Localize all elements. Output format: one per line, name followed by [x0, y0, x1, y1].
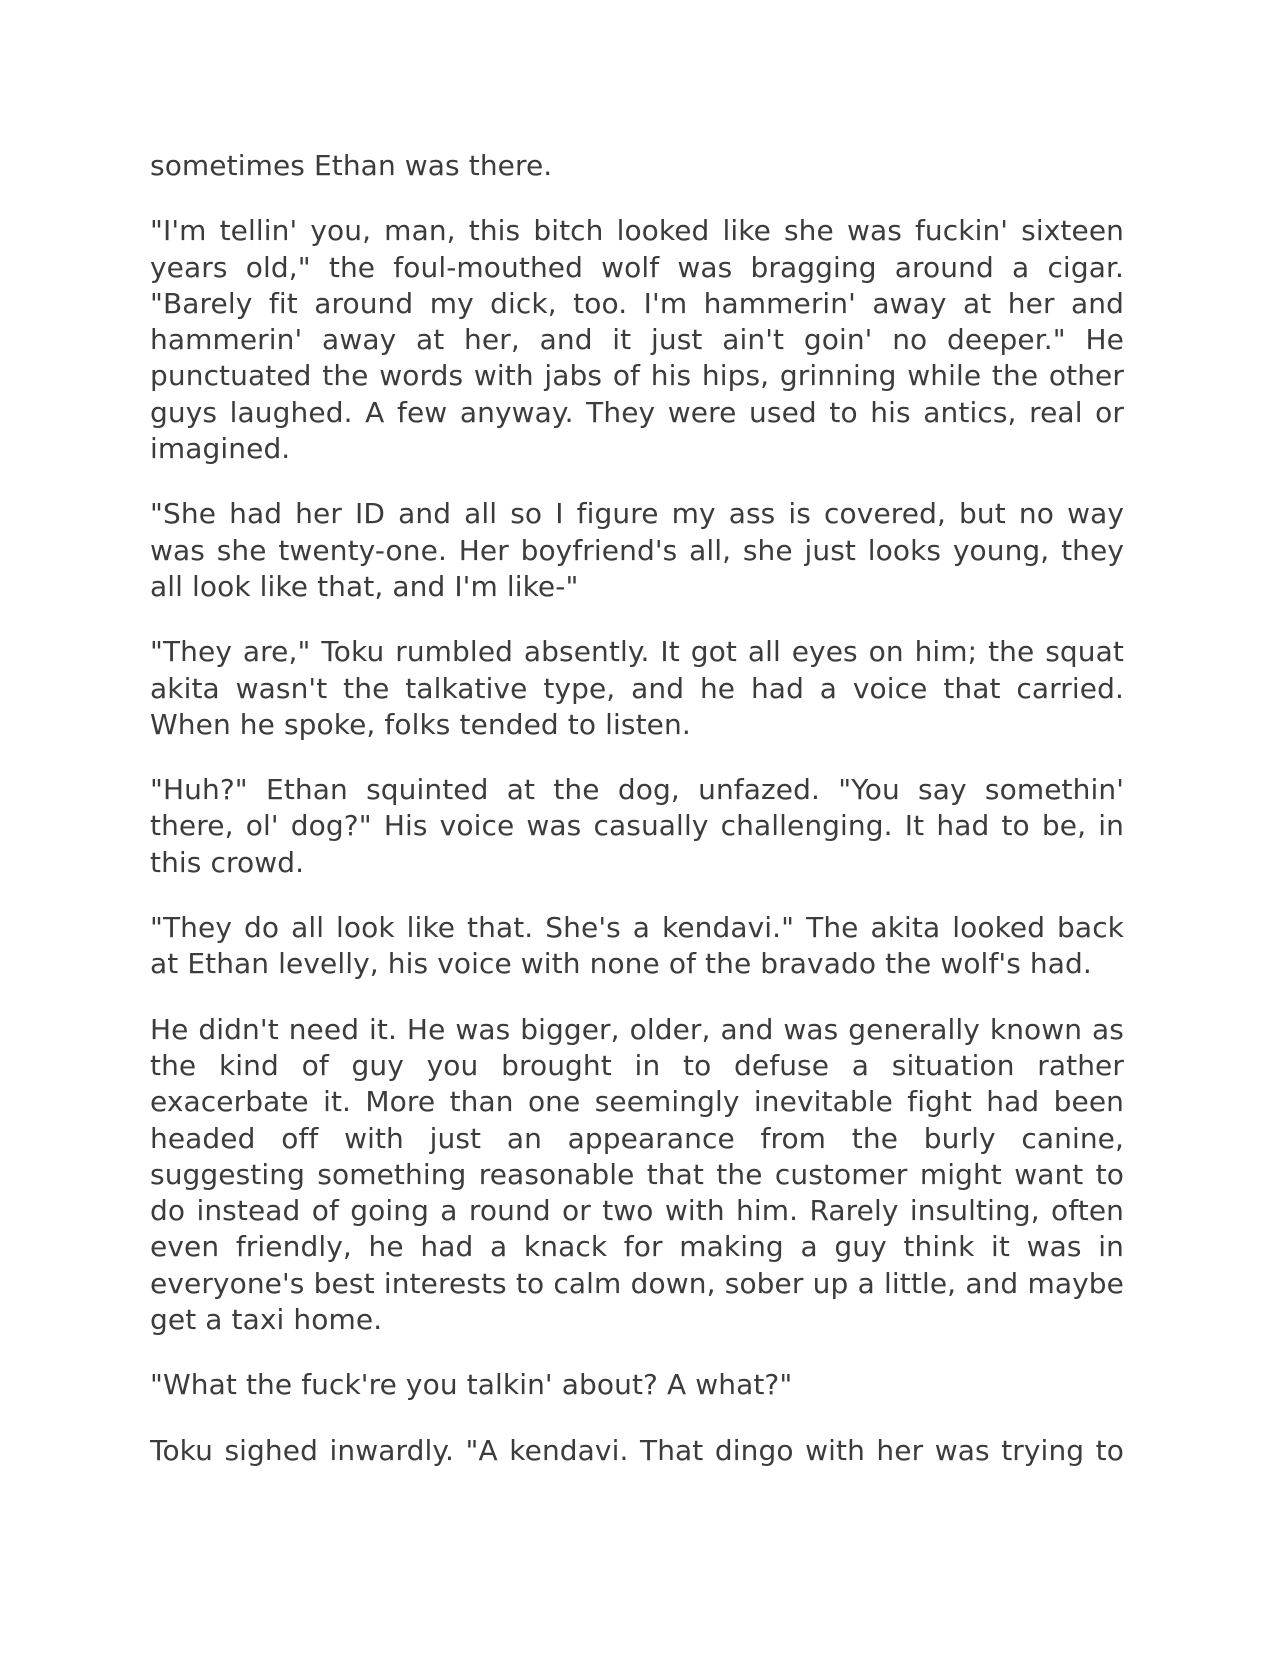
- paragraph-7: He didn't need it. He was bigger, older, and was generally known as the kind of guy you brought in to defuse a situation rather exacerbate it. More than one seemingly inevitable fight had been headed off with just an appearance from the burly canine, suggesting something reasonable that the customer might want to do instead of going a round or two with him. Rarely insulting, often even friendly, he had a knack for making a guy think it was in everyone's best interests to calm down, sober up a little, and maybe get a taxi home.: [150, 1012, 1124, 1337]
- paragraph-8: "What the fuck're you talkin' about? A what?": [150, 1368, 793, 1402]
- paragraph-1: sometimes Ethan was there.: [150, 149, 553, 182]
- paragraph-3: "She had her ID and all so I figure my ass is covered, but no way was she twenty-one. Her boyfriend's all, she just looks young, they all look like that, and I'm like-": [150, 497, 1124, 603]
- paragraph-6: "They do all look like that. She's a kendavi." The akita looked back at Ethan levelly, his voice with none of the bravado the wolf's had.: [150, 911, 1124, 981]
- paragraph-5: "Huh?" Ethan squinted at the dog, unfazed. "You say somethin' there, ol' dog?" His voice was casually challenging. It had to be, in this crowd.: [150, 773, 1124, 879]
- paragraph-9: Toku sighed inwardly. "A kendavi. That dingo with her was trying to: [150, 1433, 1124, 1467]
- body-text: [150, 148, 1124, 1498]
- paragraph-2: "I'm tellin' you, man, this bitch looked like she was fuckin' sixteen years old," the foul-mouthed wolf was bragging around a cigar. "Barely fit around my dick, too. I'm hammerin' away at her and hammerin' away at her, and it just ain't goin' no deeper." He punctuated the words with jabs of his hips, grinning while the other guys laughed. A few anyway. They were used to his antics, real or imagined.: [150, 214, 1124, 466]
- paragraph-4: "They are," Toku rumbled absently. It got all eyes on him; the squat akita wasn't the talkative type, and he had a voice that carried. When he spoke, folks tended to listen.: [150, 635, 1124, 741]
